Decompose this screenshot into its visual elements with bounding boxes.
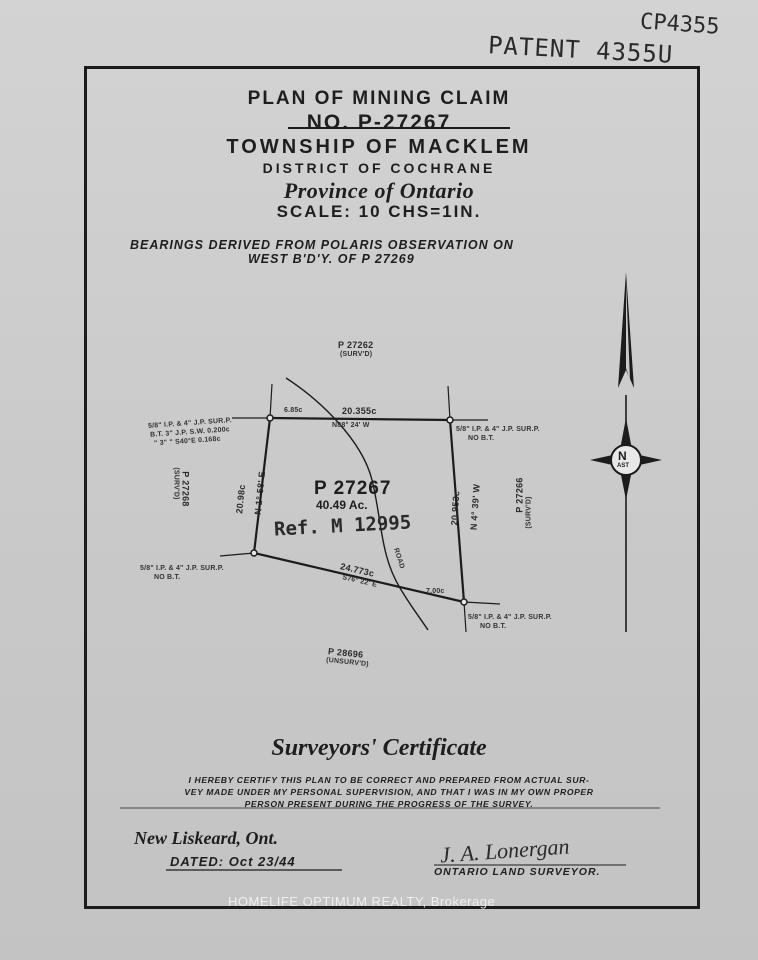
adjacent-south-claim: P 28696 (327, 646, 364, 660)
adjacent-south-status: (UNSURV'D) (325, 656, 370, 669)
north-line-offset: 6.85c (284, 407, 303, 414)
dated-label: DATED: Oct 23/44 (170, 854, 296, 869)
certificate-heading: Surveyors' Certificate (271, 735, 487, 761)
brokerage-watermark: HOMELIFE OPTIMUM REALTY, Brokerage (228, 894, 496, 909)
claim-reference: Ref. M 12995 (273, 511, 412, 541)
north-boundary-line (270, 418, 450, 420)
post-nw-line1: 5/8" I.P. & 4" J.P. SUR.P. (147, 417, 232, 430)
post-se-line1: 5/8" I.P. & 4" J.P. SUR.P. (468, 614, 552, 621)
east-line-length: 20.953c (449, 490, 462, 526)
adjacent-east-claim: P 27266 (514, 477, 525, 513)
township-title: TOWNSHIP OF MACKLEM (226, 136, 532, 158)
post-sw-line1: 5/8" I.P. & 4" J.P. SUR.P. (140, 565, 224, 572)
adjacent-west-claim: P 27268 (180, 471, 191, 507)
surveyor-signature: J. A. Lonergan (439, 833, 571, 868)
post-sw-line2: NO B.T. (154, 574, 181, 581)
north-arrow-sublabel: AST (617, 463, 629, 469)
south-line-length: 24.773c (339, 561, 376, 579)
catalogue-note: CP4355 (639, 9, 721, 40)
sw-tie-line (220, 553, 254, 556)
post-nw-line3: " 3" " S40°E 0.168c (153, 435, 221, 448)
south-line-bearing: S76° 22' E (341, 574, 378, 589)
certificate-line1: I HEREBY CERTIFY THIS PLAN TO BE CORRECT AND PREPARED FROM ACTUAL SUR- (188, 775, 590, 785)
certificate-line2: VEY MADE UNDER MY PERSONAL SUPERVISION, AND THAT I WAS IN MY OWN PROPER (184, 787, 594, 797)
nw-north-tie (270, 384, 272, 418)
north-arrow-label: N (618, 449, 627, 463)
south-line-offset: 7.00c (426, 588, 445, 595)
post-nw-marker (267, 415, 273, 421)
post-ne-line1: 5/8" I.P. & 4" J.P. SUR.P. (456, 426, 540, 433)
province-title: Province of Ontario (283, 178, 475, 203)
claim-area: 40.49 Ac. (316, 498, 368, 512)
se-south-tie (464, 602, 466, 632)
certificate-line3: PERSON PRESENT DURING THE PROGRESS OF THE SURVEY. (244, 799, 534, 809)
post-sw-marker (251, 550, 257, 556)
ne-north-tie (448, 386, 450, 420)
north-line-bearing: N88° 24' W (332, 422, 370, 429)
claim-number-title: NO. P-27267 (306, 111, 452, 134)
north-line-length: 20.355c (342, 406, 377, 416)
post-ne-line2: NO B.T. (468, 435, 495, 442)
surveyor-title: ONTARIO LAND SURVEYOR. (434, 866, 601, 878)
claim-label: P 27267 (314, 478, 392, 499)
west-line-bearing: N 1° 58' E (252, 470, 268, 516)
adjacent-west-status: (SURV'D) (172, 467, 180, 500)
district-title: DISTRICT OF COCHRANE (262, 160, 496, 176)
place-label: New Liskeard, Ont. (134, 828, 278, 848)
post-ne-marker (447, 417, 453, 423)
adjacent-east-status: (SURV'D) (525, 496, 533, 529)
west-line-length: 20.98c (234, 483, 248, 515)
post-se-line2: NO B.T. (480, 623, 507, 630)
bearings-note-line1: BEARINGS DERIVED FROM POLARIS OBSERVATION ON (130, 238, 514, 252)
adjacent-north-status: (SURV'D) (340, 351, 373, 358)
bearings-note-line2: WEST B'D'Y. OF P 27269 (248, 252, 415, 266)
post-nw-line2: B.T. 3" J.P. S.W. 0.200c (149, 426, 231, 439)
se-tie-line (464, 602, 500, 604)
road-label: ROAD (392, 547, 406, 570)
patent-note: PATENT 4355U (487, 31, 674, 69)
plan-title: PLAN OF MINING CLAIM (247, 88, 511, 109)
post-se-marker (461, 599, 467, 605)
adjacent-north-claim: P 27262 (338, 340, 374, 350)
east-line-bearing: N 4° 39' W (468, 483, 482, 531)
scale-title: SCALE: 10 CHS=1IN. (276, 202, 482, 221)
